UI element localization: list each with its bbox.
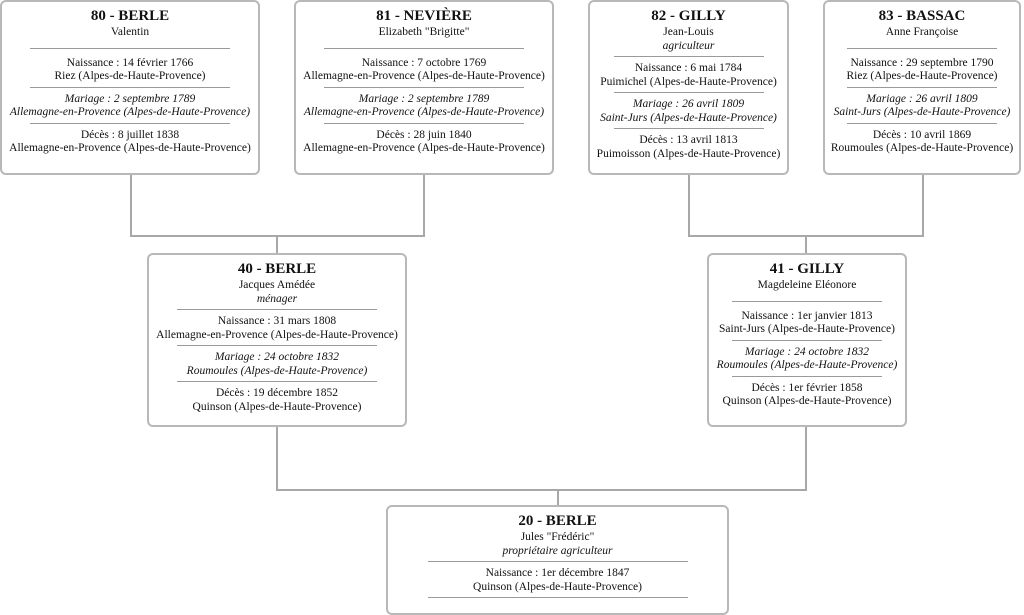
divider <box>732 301 882 302</box>
person-title: 83 - BASSAC <box>878 8 966 24</box>
death-date: Décès : 19 décembre 1852 <box>216 387 338 399</box>
birth-place: Saint-Jurs (Alpes-de-Haute-Provence) <box>719 323 895 335</box>
person-given-name: Jacques Amédée <box>238 279 316 291</box>
person-card-80[interactable] <box>0 0 260 175</box>
person-occupation: propriétaire agriculteur <box>502 544 613 557</box>
marriage-place: Allemagne-en-Provence (Alpes-de-Haute-Provence) <box>9 106 251 118</box>
birth-place: Puimichel (Alpes-de-Haute-Provence) <box>600 75 777 88</box>
divider <box>614 56 764 57</box>
death-place: Quinson (Alpes-de-Haute-Provence) <box>722 395 892 407</box>
divider <box>428 561 688 562</box>
divider <box>324 123 524 124</box>
divider <box>177 381 377 382</box>
person-title: 40 - BERLE <box>237 261 317 277</box>
connector-80-81 <box>130 174 132 236</box>
marriage-place: Roumoules (Alpes-de-Haute-Provence) <box>716 359 898 371</box>
death-date: Décès : 28 juin 1840 <box>376 128 472 141</box>
marriage-date: Mariage : 24 octobre 1832 <box>214 351 340 363</box>
person-given-name: Anne Françoise <box>885 26 959 38</box>
divider <box>847 48 997 49</box>
connector-80-81 <box>423 174 425 236</box>
death-date: Décès : 13 avril 1813 <box>639 134 738 146</box>
marriage-date: Mariage : 2 septembre 1789 <box>64 92 196 105</box>
person-card-40[interactable] <box>147 253 407 427</box>
divider <box>324 48 524 49</box>
death-date: Décès : 8 juillet 1838 <box>80 128 180 141</box>
marriage-date: Mariage : 24 octobre 1832 <box>744 345 870 358</box>
connector-to-41 <box>805 235 807 255</box>
birth-date: Naissance : 29 septembre 1790 <box>850 56 994 69</box>
connector-82-83 <box>688 174 690 236</box>
divider <box>847 123 997 124</box>
divider <box>30 87 230 88</box>
divider <box>732 340 882 341</box>
divider <box>614 128 764 129</box>
birth-place: Riez (Alpes-de-Haute-Provence) <box>54 70 206 82</box>
connector-to-20 <box>557 489 559 506</box>
birth-date: Naissance : 7 octobre 1769 <box>361 56 487 69</box>
person-title: 82 - GILLY <box>651 8 726 24</box>
birth-place: Quinson (Alpes-de-Haute-Provence) <box>473 580 642 593</box>
birth-date: Naissance : 31 mars 1808 <box>217 315 337 327</box>
death-place: Quinson (Alpes-de-Haute-Provence) <box>192 400 362 413</box>
connector-82-83 <box>922 174 924 236</box>
divider <box>177 309 377 310</box>
person-card-41[interactable] <box>707 253 907 427</box>
connector-40-41 <box>276 426 278 490</box>
marriage-date: Mariage : 2 septembre 1789 <box>358 92 490 105</box>
divider <box>732 376 882 377</box>
marriage-place: Roumoules (Alpes-de-Haute-Provence) <box>186 364 368 377</box>
divider <box>324 87 524 88</box>
death-place: Roumoules (Alpes-de-Haute-Provence) <box>830 142 1014 154</box>
person-given-name: Jean-Louis <box>663 26 714 38</box>
divider <box>30 48 230 49</box>
divider <box>428 597 688 598</box>
person-given-name: Valentin <box>110 26 150 38</box>
person-title: 20 - BERLE <box>518 513 597 529</box>
divider <box>847 87 997 88</box>
divider <box>177 345 377 346</box>
person-title: 81 - NEVIÈRE <box>376 8 472 24</box>
death-place: Puimoisson (Alpes-de-Haute-Provence) <box>596 147 781 160</box>
connector-40-41 <box>276 489 807 491</box>
marriage-place: Allemagne-en-Provence (Alpes-de-Haute-Provence) <box>303 106 545 118</box>
person-given-name: Magdeleine Eléonore <box>757 279 857 291</box>
marriage-place: Saint-Jurs (Alpes-de-Haute-Provence) <box>833 106 1011 118</box>
person-title: 41 - GILLY <box>769 261 845 277</box>
death-date: Décès : 1er février 1858 <box>751 381 863 394</box>
person-given-name: Jules "Frédéric" <box>520 531 595 543</box>
person-given-name: Elizabeth "Brigitte" <box>378 26 470 38</box>
person-occupation: agriculteur <box>662 39 715 52</box>
marriage-date: Mariage : 26 avril 1809 <box>632 98 745 110</box>
birth-date: Naissance : 1er janvier 1813 <box>741 309 873 322</box>
person-title: 80 - BERLE <box>90 8 170 24</box>
birth-date: Naissance : 14 février 1766 <box>66 56 194 69</box>
death-place: Allemagne-en-Provence (Alpes-de-Haute-Provence) <box>9 142 251 154</box>
birth-date: Naissance : 1er décembre 1847 <box>485 567 630 579</box>
death-place: Allemagne-en-Provence (Alpes-de-Haute-Provence) <box>303 142 545 154</box>
person-card-83[interactable] <box>823 0 1021 175</box>
birth-place: Allemagne-en-Provence (Alpes-de-Haute-Provence) <box>156 328 398 341</box>
birth-date: Naissance : 6 mai 1784 <box>634 62 743 74</box>
divider <box>30 123 230 124</box>
birth-place: Riez (Alpes-de-Haute-Provence) <box>846 70 998 82</box>
marriage-date: Mariage : 26 avril 1809 <box>866 92 978 105</box>
person-card-82[interactable] <box>588 0 789 175</box>
birth-place: Allemagne-en-Provence (Alpes-de-Haute-Provence) <box>303 70 545 82</box>
death-date: Décès : 10 avril 1869 <box>872 128 972 141</box>
connector-40-41 <box>805 426 807 490</box>
connector-to-40 <box>276 235 278 255</box>
divider <box>614 92 764 93</box>
person-occupation: ménager <box>256 292 298 305</box>
person-card-81[interactable] <box>294 0 554 175</box>
marriage-place: Saint-Jurs (Alpes-de-Haute-Provence) <box>600 111 777 124</box>
